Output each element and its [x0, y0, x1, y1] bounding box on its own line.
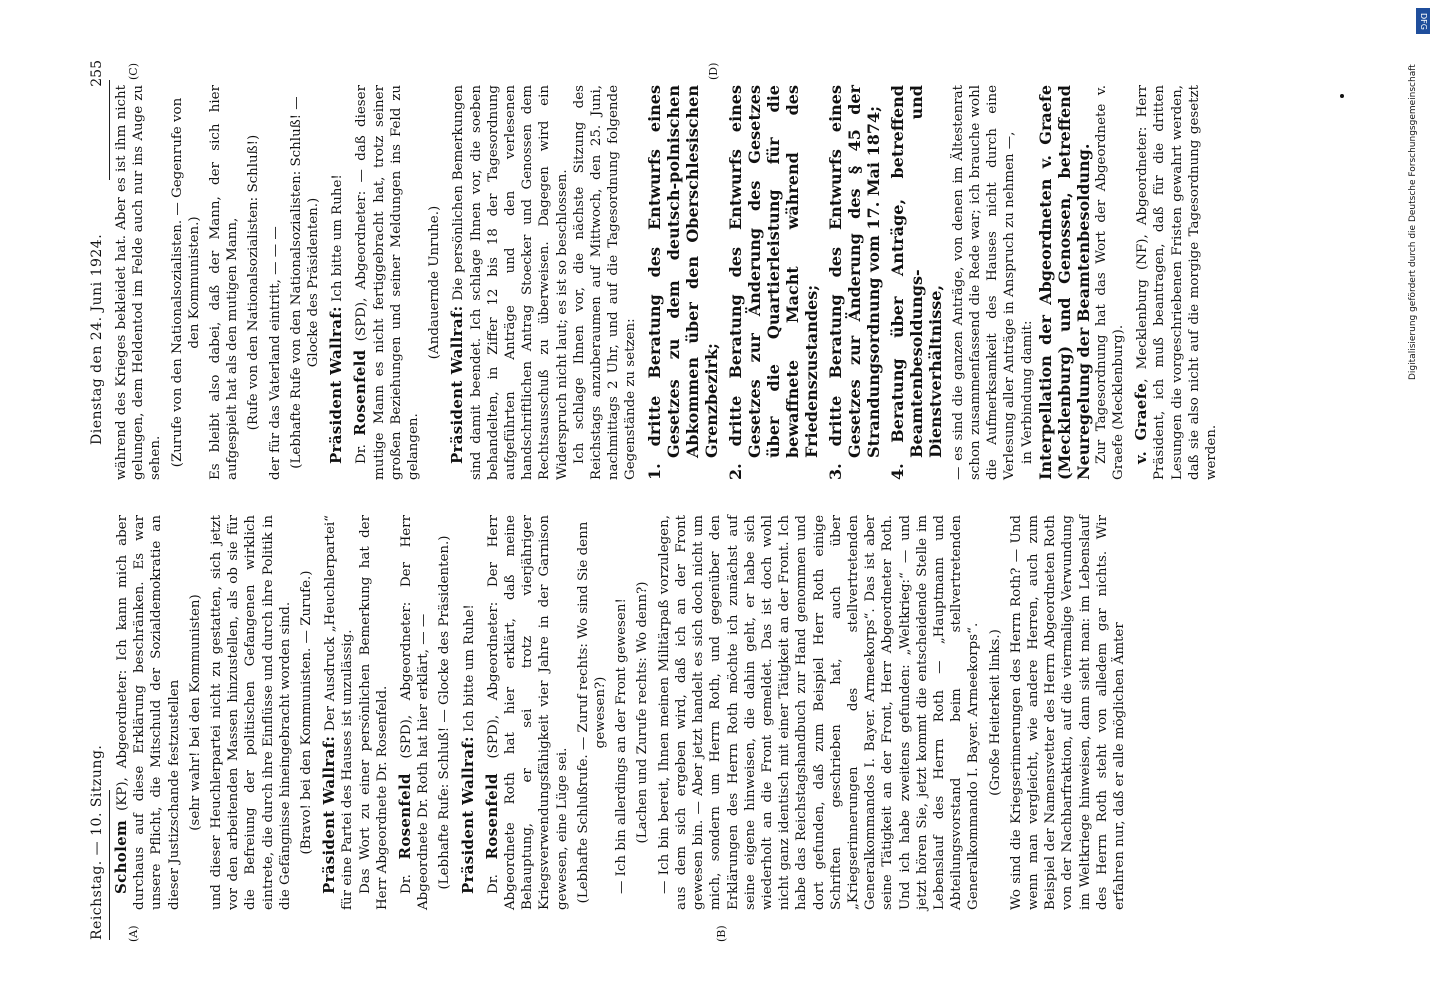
speech-text: Ich schlage Ihnen vor, die nächste Sitzung des Reichstags anzuberaumen auf Mittwoch, den 25. Juni, nachmittags 2 Uhr, und auf die Tagesordnung folgende Gegenstände zu setzen:	[571, 85, 639, 480]
agenda-item	[645, 85, 721, 480]
title-prefix: Dr.	[485, 859, 501, 894]
reaction: (Lebhafte Rufe von den Nationalsozialisten: Schluß! — Glocke des Präsidenten.)	[288, 96, 322, 469]
speech-text: Ich bitte um Ruhe!	[330, 174, 346, 307]
speech-text: Die persönlichen Bemerkungen sind damit beendet. Ich schlage Ihnen vor, die soeben behandelten, in Ziffer 12 bis 18 der Tagesordnung aufgeführten Anträge und den verlesenen handschriftlichen Antrag Stoecker und Genossen dem Rechtsausschuß zu überweisen. Dagegen wird ein Widerspruch nicht laut; es ist so beschlossen.	[451, 85, 570, 480]
speech-text: Es bleibt also dabei, daß der Mann, der sich hier aufgespielt hat als den mutigen Mann,	[208, 85, 241, 480]
margin-marker-a: (A)	[127, 925, 140, 942]
reaction: (Bravo! bei den Kommunisten. — Zurufe.)	[299, 570, 315, 855]
rotated-page	[85, 60, 1325, 940]
header-left: Reichstag. — 10. Sitzung.	[89, 744, 105, 940]
agenda-item-text: dritte Beratung des Entwurfs eines Gesetzes zur Änderung des § 45 der Strandungsordnung vom 17. Mai 1874;	[825, 85, 883, 458]
page-header	[85, 60, 115, 940]
speech-rosenfeld	[352, 85, 422, 480]
speech-text: und dieser Heuchlerpartei nicht zu gestatten, sich jetzt vor den arbeitenden Massen hinzustellen, als ob sie für die Befreiung der politischen Gefangenen wirklich eintrete, die durch ihre Einflüsse und durch ihre Politik in die Gefängnisse hineingebracht worden sind.	[209, 515, 293, 910]
speech-text: in Verbindung damit:	[1019, 320, 1035, 464]
header-rule-left	[109, 790, 110, 940]
header-rule-right	[109, 80, 110, 180]
speech-president	[449, 85, 570, 480]
agenda-item	[826, 85, 883, 480]
speaker-name: Präsident Wallraf:	[320, 735, 339, 894]
speech-text: (SPD), Abgeordneter: Der Herr Abgeordnete Dr. Roth hat hier erklärt, — —	[399, 515, 432, 910]
speech-text: — es sind die ganzen Anträge, von denen im Ältestenrat schon zusammenfassend die Rede war; ich brauche wohl die Aufmerksamkeit des Hauses nicht durch eine Verlesung aller Anträge in Anspruch zu nehmen —,	[950, 85, 1018, 480]
reaction: (Große Heiterkeit links.)	[987, 629, 1003, 796]
right-column	[113, 85, 1220, 480]
agenda-item-text: Beratung über Anträge, betreffend Beamtenbesoldungs- und Dienstverhältnisse,	[887, 85, 945, 458]
digitization-credit: Digitalisierung gefördert durch die Deutsche Forschungsgemeinschaft	[1408, 64, 1418, 380]
speech-text: (SPD), Abgeordneter: Der Herr Abgeordnete Roth hat hier erklärt, daß meine Behauptung, er sei trotz vierjähriger Kriegsverwendungsfähigkeit vier Jahre in der Garnison gewesen, eine Lüge sei.	[485, 515, 570, 910]
speech-graefe	[1133, 85, 1220, 480]
margin-marker-b: (B)	[715, 925, 728, 942]
speech-president	[460, 515, 478, 910]
speech-text: — Ich bin bereit, Ihnen meinen Militärpaß vorzulegen, aus dem sich ergeben wird, daß ich an der Front gewesen bin. — Aber jetzt handelt es sich doch nicht um mich, sondern um Herrn Roth, und gegenüber den Erklärungen des Herrn Roth möchte ich zunächst auf seine eigene hinweisen, die dahin geht, er habe sich wiederholt an die Front gemeldet. Das ist doch wohl nicht ganz identisch mit einer Tätigkeit an der Front. Ich habe das Reichstagshandbuch zur Hand genommen und dort gefunden, daß zum Beispiel Herr Roth einige Schriften geschrieben hat, auch über „Kriegserinnerungen des stellvertretenden Generalkommandos I. Bayer. Armeekorps“. Das ist aber seine Tätigkeit an der Front, Herr Abgeordneter Roth. Und ich habe zweitens gefunden: „Weltkrieg:“ — und jetzt hören Sie, jetzt kommt die entscheidende Stelle im Lebenslauf des Herrn Roth — „Hauptmann und Abteilungsvorstand beim stellvertretenden Generalkommando I. Bayer. Armeekorps“.	[656, 515, 982, 910]
speech-text: (KP), Abgeordneter: Ich kann mich aber durchaus auf diese Erklärung beschränken. Es war unsere Pflicht, die Mitschuld der Sozialdemokratie an dieser Justizschande festzustellen	[115, 515, 182, 910]
speech-text: (SPD), Abgeordneter: — daß dieser mutige Mann es nicht fertiggebracht hat, trotz seiner großen Beziehungen und seiner Meldungen ins Feld zu gelangen.	[354, 85, 422, 480]
speech-text: während des Krieges bekleidet hat. Aber es ist ihm nicht gelungen, dem Heldentod im Felde auch nur ins Auge zu sehen.	[114, 85, 164, 480]
agenda-item-text: dritte Beratung des Entwurfs eines Gesetzes zu dem deutsch-polnischen Abkommen über den Oberschlesischen Grenzbezirk;	[644, 85, 721, 458]
reaction: (Zurufe von den Nationalsozialisten. — Gegenrufe von den Kommunisten.)	[169, 97, 202, 468]
ink-speck	[1340, 94, 1344, 98]
agenda-item-number: 2.	[725, 463, 745, 480]
speaker-name: Scholem	[112, 819, 130, 894]
speech-president	[321, 515, 356, 910]
speech-text: Zur Tagesordnung hat das Wort der Abgeordnete v. Graefe (Mecklenburg).	[1093, 85, 1126, 480]
reaction: (Lebhafte Schlußrufe. — Zuruf rechts: Wo sind Sie denn gewesen?)	[575, 521, 609, 904]
speaker-name: Rosenfeld	[351, 349, 370, 436]
agenda-item-text: dritte Beratung des Entwurfs eines Gesetzes zur Änderung des Gesetzes über die Quartierleistung für die bewaffnete Macht während des Friedenszustandes;	[725, 85, 821, 458]
speech-text: — Ich bin allerdings an der Front gewesen!	[614, 598, 630, 894]
speaker-name: Präsident Wallraf:	[327, 306, 346, 464]
speech-text: der für das Vaterland eintritt, — — —	[267, 226, 283, 480]
page-number: 255	[89, 60, 105, 87]
reaction: (sehr wahr! bei den Kommunisten)	[187, 594, 203, 831]
speech-text: Das Wort zu einer persönlichen Bemerkung hat der Herr Abgeordnete Dr. Rosenfeld.	[357, 515, 390, 910]
title-prefix: Dr.	[354, 435, 370, 464]
speaker-name: Präsident Wallraf:	[458, 736, 477, 894]
agenda-item	[726, 85, 821, 480]
dfg-logo: DFG	[1416, 8, 1430, 34]
header-right: Dienstag den 24. Juni 1924.	[89, 233, 105, 445]
speaker-name: Rosenfeld	[482, 773, 501, 860]
reaction: (Rufe von den Nationalsozialisten: Schluß!)	[246, 134, 262, 431]
speaker-name: Präsident Wallraf:	[448, 305, 467, 464]
speech-text: , Mecklenburg (NF), Abgeordneter: Herr Präsident, ich muß beantragen, daß für die dritten Lesungen die vorgeschriebenen Fristen gewahrt werden, daß sie also nicht auf die morgige Tagesordnung gesetzt werden.	[1135, 85, 1219, 480]
speech-text: Wo sind die Kriegserinnerungen des Herrn Roth? — Und wenn man vergleicht, wie andere Herren, auch zum Beispiel der Namensvetter des Herrn Abgeordneten Roth von der Nachbarfraktion, auf die viermalige Verwundung im Weltkriege hinweisen, dann sieht man: im Lebenslauf des Herrn Roth steht von alledem gar nichts. Wir erfahren nur, daß er alle möglichen Ämter	[1008, 515, 1127, 910]
reaction: (Lebhafte Rufe: Schluß! — Glocke des Präsidenten.)	[437, 535, 453, 890]
agenda-item-number: 3.	[825, 463, 845, 480]
margin-marker-c: (C)	[127, 63, 140, 80]
reaction: (Lachen und Zurufe rechts: Wo denn?)	[635, 581, 651, 844]
speech-scholem	[113, 515, 183, 910]
speech-president	[328, 85, 346, 480]
agenda-item	[888, 85, 945, 480]
speaker-name: v. Graefe	[1132, 382, 1151, 464]
speech-text: Ich bitte um Ruhe!	[461, 604, 477, 737]
agenda-item-number: 4.	[887, 463, 907, 480]
speaker-name: Rosenfeld	[396, 773, 415, 860]
speech-rosenfeld	[397, 515, 432, 910]
left-column	[113, 515, 1128, 910]
title-prefix: Dr.	[399, 859, 415, 894]
agenda-item-number: 1.	[644, 463, 664, 480]
margin-marker-d: (D)	[707, 62, 720, 80]
speech-rosenfeld	[484, 515, 571, 910]
reaction: (Andauernde Unruhe.)	[427, 205, 443, 360]
interpellation: Interpellation der Abgeordneten v. Graefe (Mecklenburg) und Genossen, betreffend Neuregelung der Beamtenbesoldung.	[1035, 85, 1093, 480]
speech-text: Der Ausdruck „Heuchlerpartei“ für eine Partei des Hauses ist unzulässig.	[323, 515, 356, 910]
